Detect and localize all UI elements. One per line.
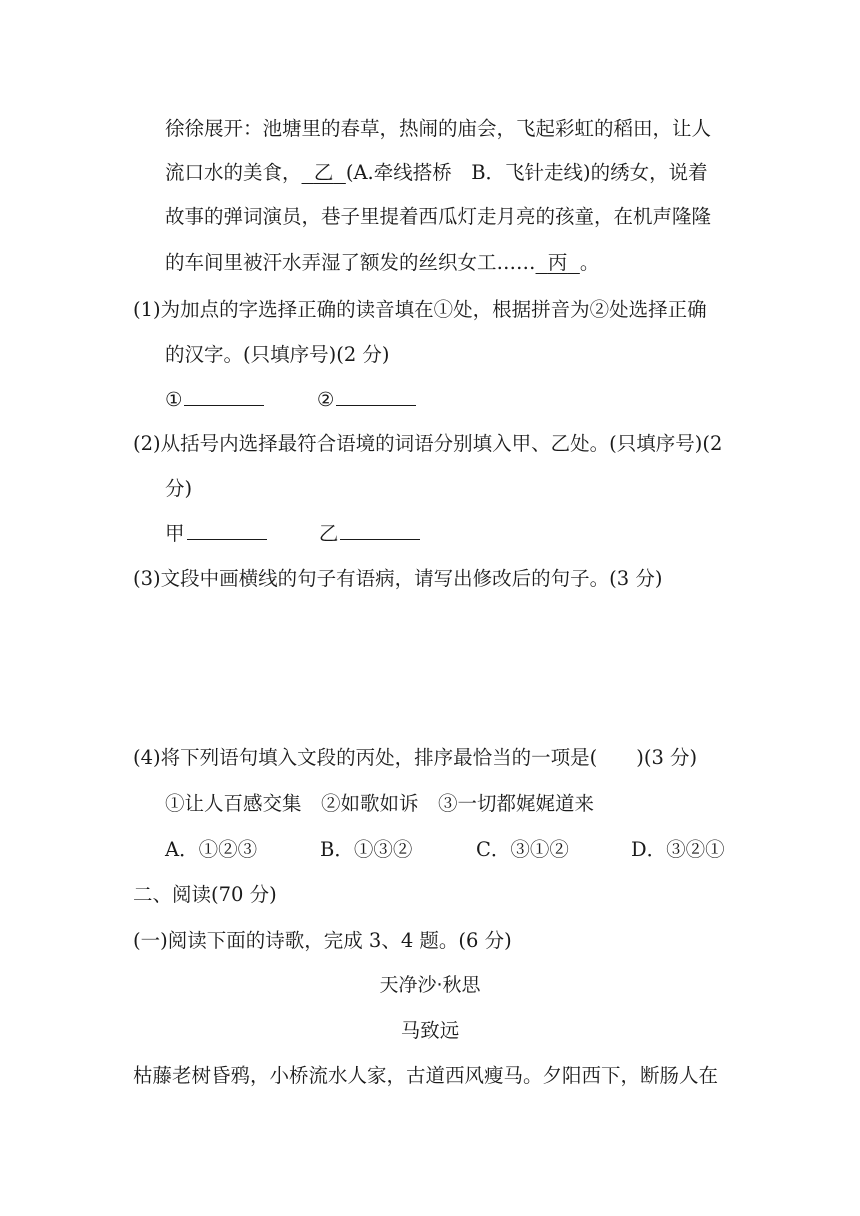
q4-items: ①让人百感交集 ②如歌如诉 ③一切都娓娓道来 xyxy=(165,792,595,815)
q4-option-b[interactable]: B．①③② xyxy=(320,838,413,861)
passage-line-4 xyxy=(165,250,599,276)
passage-line-3: 故事的弹词演员，巷子里提着西瓜灯走月亮的孩童，在机声隆隆 xyxy=(165,205,712,228)
blank-bing-label: 丙 xyxy=(547,251,568,274)
passage-line-2-choices: (A.牵线搭桥 B．飞针走线)的绣女，说着 xyxy=(345,161,708,184)
blank-yi-label: 乙 xyxy=(313,161,334,184)
passage-line-1: 徐徐展开：池塘里的春草，热闹的庙会，飞起彩虹的稻田，让人 xyxy=(165,117,712,140)
poem-author: 马致远 xyxy=(400,1019,460,1042)
q4-options xyxy=(165,837,735,863)
q2-blank-2[interactable] xyxy=(340,521,420,540)
q1-blank-2[interactable] xyxy=(336,387,416,406)
blank-bing xyxy=(536,251,580,274)
q1-line-1: (1)为加点的字选择正确的读音填在①处，根据拼音为②处选择正确 xyxy=(133,298,707,321)
q4-option-c[interactable]: C．③①② xyxy=(476,838,569,861)
q3-line-1: (3)文段中画横线的句子有语病，请写出修改后的句子。(3 分) xyxy=(133,567,663,590)
passage-line-2 xyxy=(165,160,708,186)
q1-blanks xyxy=(165,387,416,413)
passage-line-4-text: 的车间里被汗水弄湿了额发的丝织女工…… xyxy=(165,251,536,274)
q2-blank-1[interactable] xyxy=(187,521,267,540)
q4-line-1: (4)将下列语句填入文段的丙处，排序最恰当的一项是( )(3 分) xyxy=(133,746,698,769)
q1-blank-1-label: ① xyxy=(165,388,183,411)
q1-blank-2-label: ② xyxy=(316,388,335,411)
q2-blanks xyxy=(165,521,420,547)
section-2-title: 二、阅读(70 分) xyxy=(133,883,277,906)
passage-line-2-text: 流口水的美食， xyxy=(165,161,302,184)
passage-line-4-end: 。 xyxy=(579,251,600,274)
blank-yi xyxy=(302,161,346,184)
q1-line-2: 的汉字。(只填序号)(2 分) xyxy=(165,343,390,366)
q2-blank-1-label: 甲 xyxy=(165,522,185,545)
q4-option-d[interactable]: D．③②① xyxy=(631,838,725,861)
q2-blank-2-label: 乙 xyxy=(318,522,339,545)
q1-blank-1[interactable] xyxy=(184,387,264,406)
section-2-sub-1: (一)阅读下面的诗歌，完成 3、4 题。(6 分) xyxy=(133,929,512,952)
poem-title: 天净沙·秋思 xyxy=(379,974,481,996)
q4-option-a[interactable]: A．①②③ xyxy=(165,838,258,861)
q2-line-2: 分) xyxy=(165,477,193,500)
q2-line-1: (2)从括号内选择最符合语境的词语分别填入甲、乙处。(只填序号)(2 xyxy=(133,432,723,455)
poem-line-1: 枯藤老树昏鸦，小桥流水人家，古道西风瘦马。夕阳西下，断肠人在 xyxy=(133,1064,719,1087)
